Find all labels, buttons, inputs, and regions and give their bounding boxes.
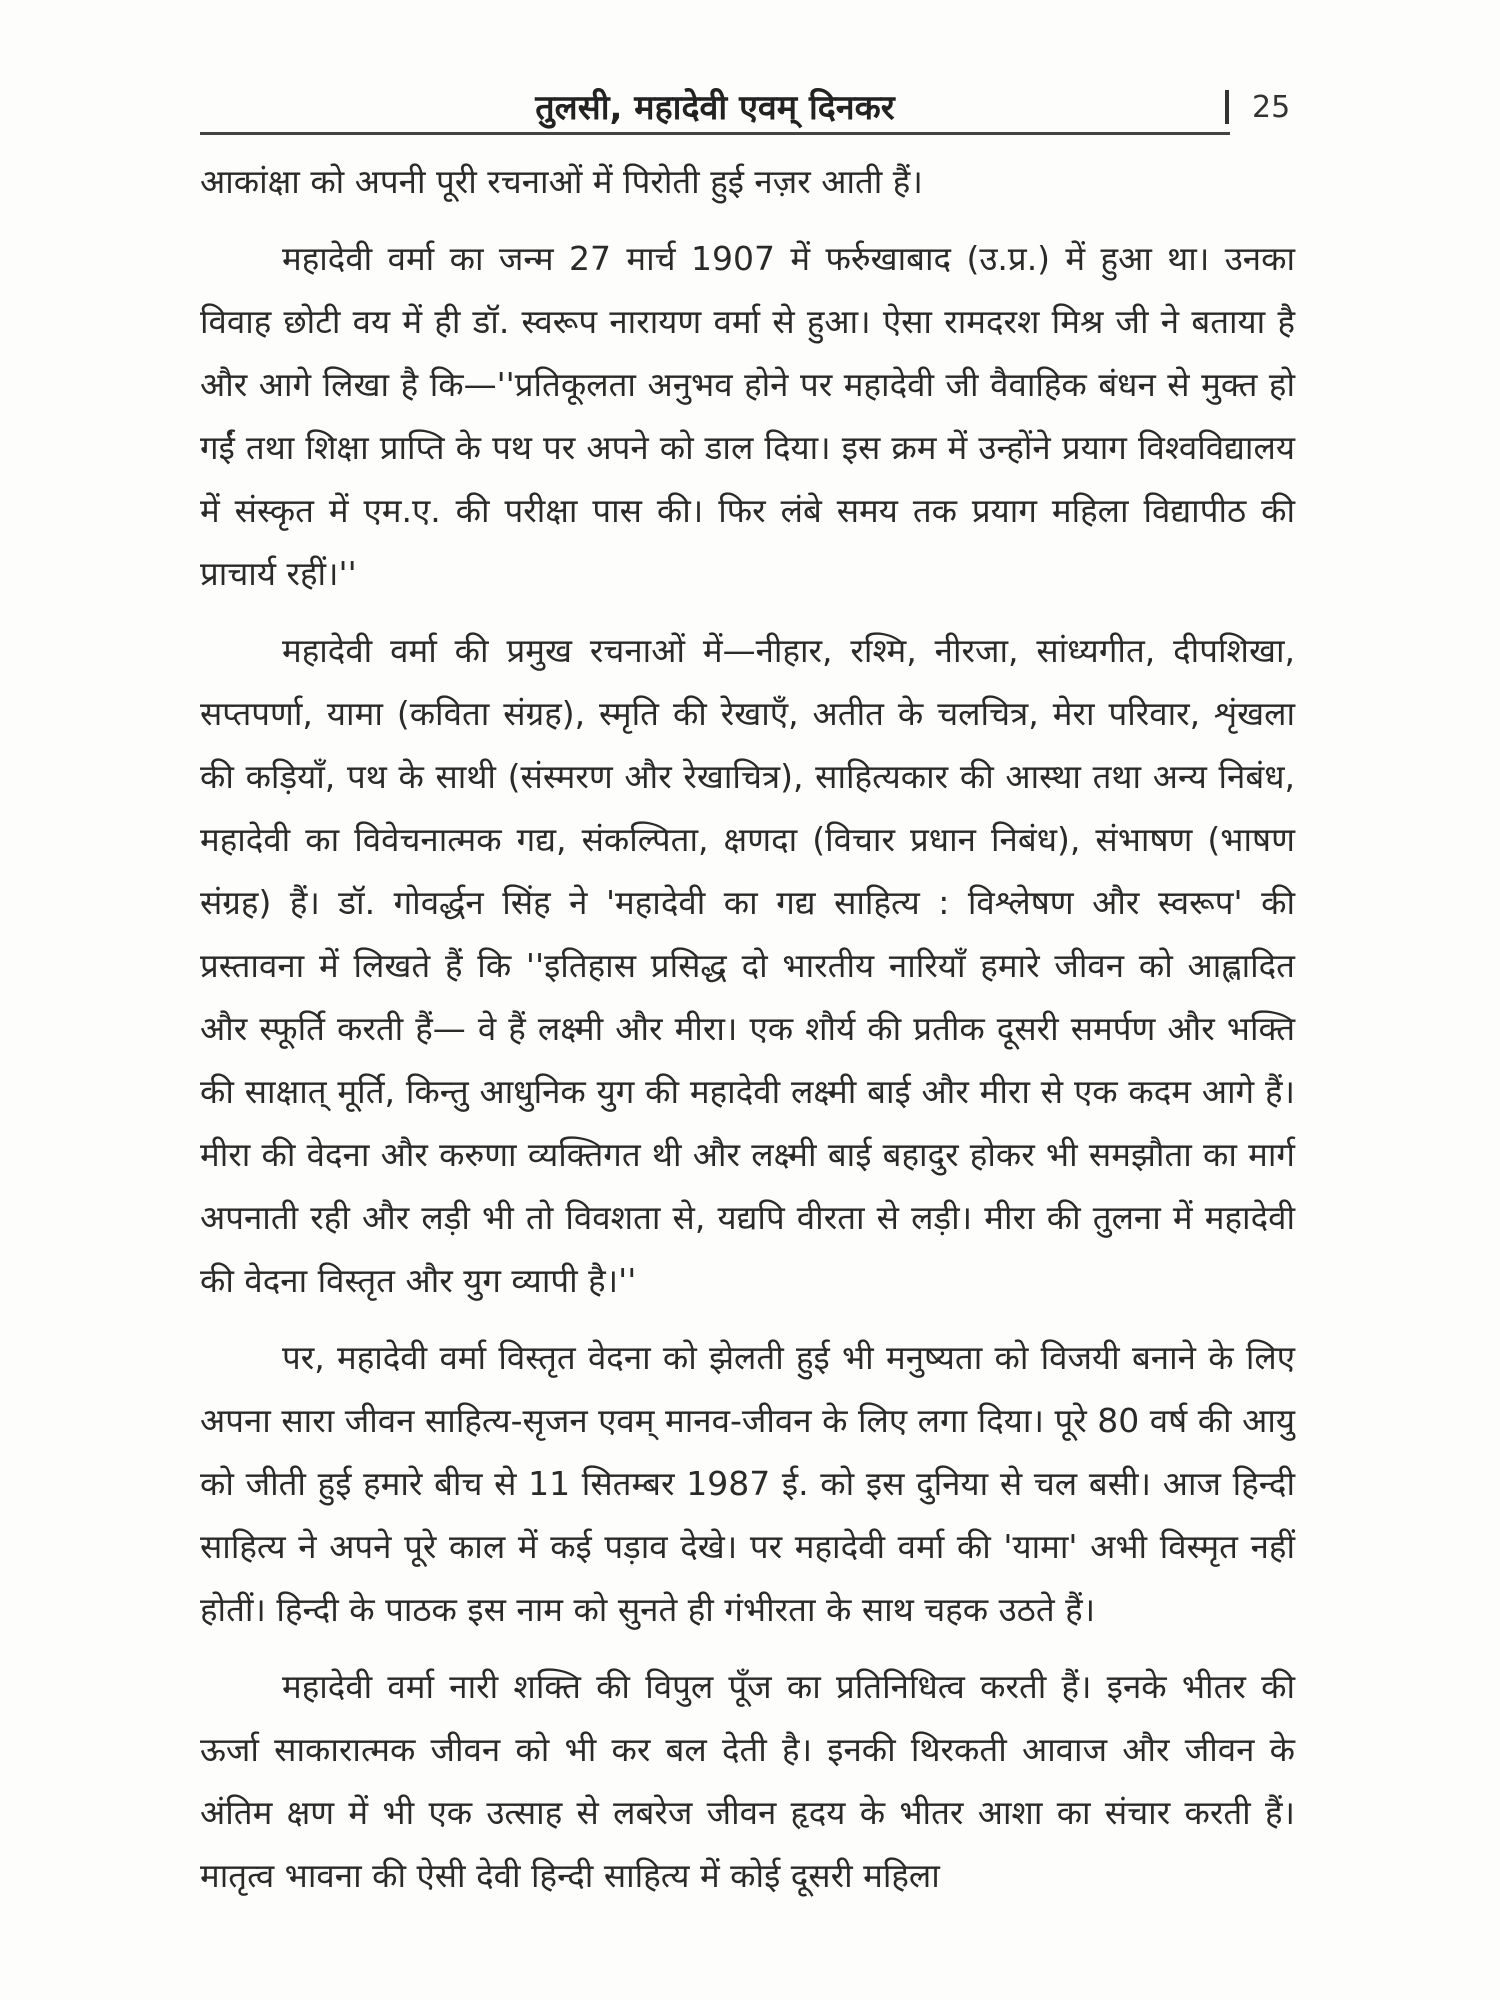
paragraph: महादेवी वर्मा का जन्म 27 मार्च 1907 में फर्रुखाबाद (उ.प्र.) में हुआ था। उनका विवाह छोटी वय में ही डॉ. स्वरूप नारायण वर्मा से हुआ। ऐसा रामदरश मिश्र जी ने बताया है और आगे लिखा है कि—''प्रतिकूलता अनुभव होने पर महादेवी जी वैवाहिक बंधन से मुक्त हो गईं तथा शिक्षा प्राप्ति के पथ पर अपने को डाल दिया। इस क्रम में उन्होंने प्रयाग विश्वविद्यालय में संस्कृत में एम.ए. की परीक्षा पास की। फिर लंबे समय तक प्रयाग महिला विद्यापीठ की प्राचार्य रहीं।'' [200,239,1295,593]
running-header [200,84,1350,134]
header-separator [1225,90,1229,124]
page-number: 25 [1252,90,1291,125]
paragraph: महादेवी वर्मा नारी शक्ति की विपुल पूँज का प्रतिनिधित्व करती हैं। इनके भीतर की ऊर्जा साकारात्मक जीवन को भी कर बल देती है। इनकी थिरकती आवाज और जीवन के अंतिम क्षण में भी एक उत्साह से लबरेज जीवन हृदय के भीतर आशा का संचार करती हैं। मातृत्व भावना की ऐसी देवी हिन्दी साहित्य में कोई दूसरी महिला [200,1667,1295,1895]
header-rule [200,132,1230,135]
paragraph: आकांक्षा को अपनी पूरी रचनाओं में पिरोती हुई नज़र आती हैं। [200,162,923,201]
body-text [200,150,1295,1921]
page-title: तुलसी, महादेवी एवम् दिनकर [535,88,895,128]
paragraph: पर, महादेवी वर्मा विस्तृत वेदना को झेलती हुई भी मनुष्यता को विजयी बनाने के लिए अपना सारा जीवन साहित्य-सृजन एवम् मानव-जीवन के लिए लगा दिया। पूरे 80 वर्ष की आयु को जीती हुई हमारे बीच से 11 सितम्बर 1987 ई. को इस दुनिया से चल बसी। आज हिन्दी साहित्य ने अपने पूरे काल में कई पड़ाव देखे। पर महादेवी वर्मा की 'यामा' अभी विस्मृत नहीं होतीं। हिन्दी के पाठक इस नाम को सुनते ही गंभीरता के साथ चहक उठते हैं। [200,1338,1295,1629]
paragraph: महादेवी वर्मा की प्रमुख रचनाओं में—नीहार, रश्मि, नीरजा, सांध्यगीत, दीपशिखा, सप्तपर्णा, यामा (कविता संग्रह), स्मृति की रेखाएँ, अतीत के चलचित्र, मेरा परिवार, शृंखला की कड़ियाँ, पथ के साथी (संस्मरण और रेखाचित्र), साहित्यकार की आस्था तथा अन्य निबंध, महादेवी का विवेचनात्मक गद्य, संकल्पिता, क्षणदा (विचार प्रधान निबंध), संभाषण (भाषण संग्रह) हैं। डॉ. गोवर्द्धन सिंह ने 'महादेवी का गद्य साहित्य : विश्लेषण और स्वरूप' की प्रस्तावना में लिखते हैं कि ''इतिहास प्रसिद्ध दो भारतीय नारियाँ हमारे जीवन को आह्लादित और स्फूर्ति करती हैं— वे हैं लक्ष्मी और मीरा। एक शौर्य की प्रतीक दूसरी समर्पण और भक्ति की साक्षात् मूर्ति, किन्तु आधुनिक युग की महादेवी लक्ष्मी बाई और मीरा से एक कदम आगे हैं। मीरा की वेदना और करुणा व्यक्तिगत थी और लक्ष्मी बाई बहादुर होकर भी समझौता का मार्ग अपनाती रही और लड़ी भी तो विवशता से, यद्यपि वीरता से लड़ी। मीरा की तुलना में महादेवी की वेदना विस्तृत और युग व्यापी है।'' [200,631,1295,1300]
